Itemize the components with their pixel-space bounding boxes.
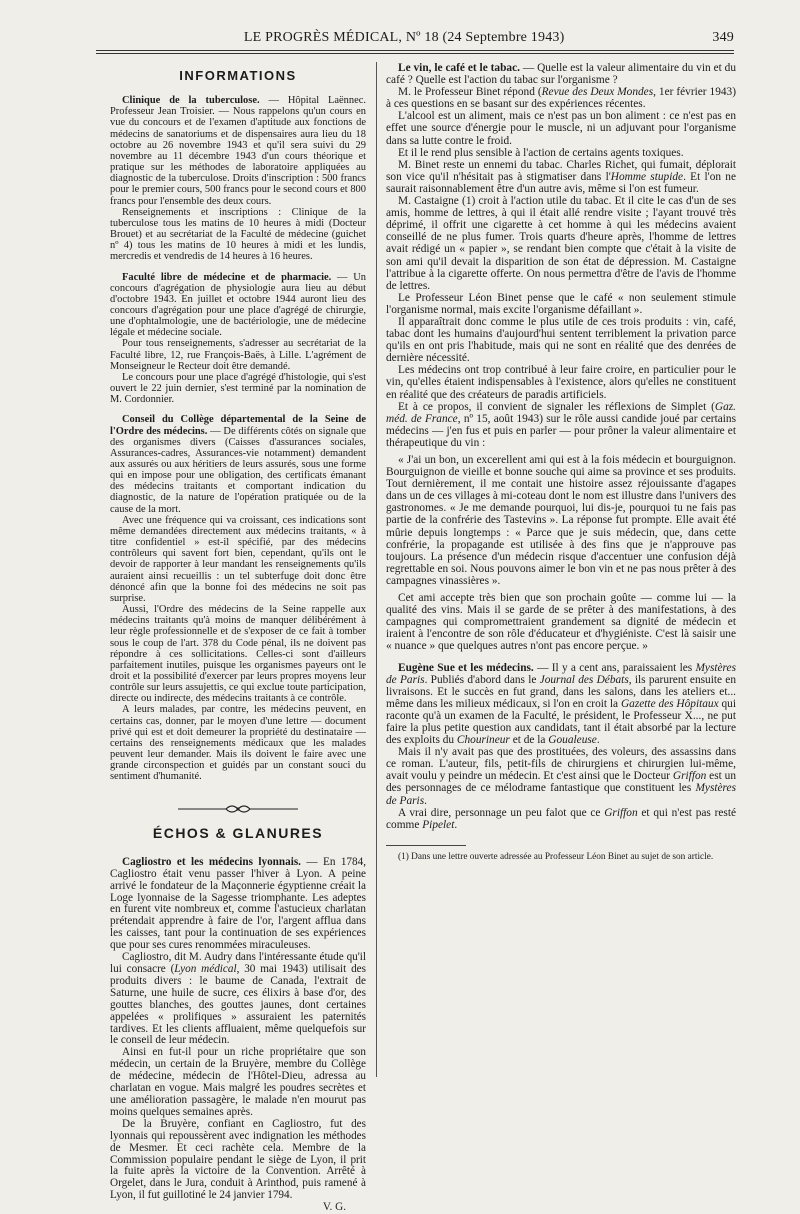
paragraph xyxy=(386,807,736,831)
text-run: est un des personnages de ce mélodrame fantastique que constituent les xyxy=(386,770,736,795)
text-run: , 30 mai 1943) utilisait des produits divers : le baume de Canada, l'extrait de Saturne, une huile de sucre, ces élixirs à base d'or, des gouttes blanches, des gouttes jaunes, dont certaines appelées « prolifiques » assuraient les paternités tardives. Et les clients affluaient, même quelquefois sur le conseil de leur médecin. xyxy=(110,963,366,1047)
paragraph xyxy=(386,401,736,449)
column-divider xyxy=(376,62,377,1077)
paragraph xyxy=(386,86,736,110)
article-cagliostro xyxy=(110,857,366,952)
paragraph: L'alcool est un aliment, mais ce n'est pas un bon aliment : ce n'est pas en effet une source d'énergie pour le muscle, ni un adjuvant pour l'organisme dans sa lutte contre le froid. xyxy=(386,110,736,147)
paragraph: Avec une fréquence qui va croissant, ces indications sont même demandées directement aux médecins traitants, « à titre confidentiel » est-il spécifié, par des médecins contrôleurs qui savent fort bien, cependant, qu'ils ont le devoir de rapporter à leur mandant les renseignements qu'ils auraient ainsi recueillis : un tel subterfuge doit donc être dénoncé afin que la bonne foi des médecins ne soit pas surprise. xyxy=(110,514,366,604)
text-run: — Il y a cent ans, paraissaient les xyxy=(533,661,696,674)
header-rule-double xyxy=(96,53,734,54)
paragraph: Cet ami accepte très bien que son prochain goûte — comme lui — la qualité des vins. Mais il se garde de se prêter à des manifestations, à des campagnes qui compromettraient grandement sa dignité de médecin et iraient à l'encontre de son rôle d'éducateur et d'hygiéniste. C'est là saisir une « nuance » que quelques autres n'ont pas encore perçue. » xyxy=(386,592,736,653)
article-text: — De différents côtés on signale que des organismes divers (Caisses d'assurances sociales, Assurances-cadres, Assurances-vie notamment) demandent aux assurés ou aux héritiers de leurs assurés, sous une forme qui en impose pour une obligation, des certificats émanant des médecins traitants et comportant indication du diagnostic, de la nature de l'opération pratiquée ou de la cause de la mort. xyxy=(110,425,366,515)
character-name: Pipelet xyxy=(422,818,455,831)
paragraph: Ainsi en fut-il pour un riche propriétaire que son médecin, un certain de la Bruyère, membre du Collège de médecine, médecin de l'Hôtel-Dieu, adressa au charlatan en vogue. Mais malgré les poudres secrètes et une amélioration passagère, le malade n'en mourut pas moins quelques semaines après. xyxy=(110,1046,366,1118)
paragraph: Pour tous renseignements, s'adresser au secrétariat de la Faculté libre, 12, rue François-Baës, à Lille. L'agrément de Monseigneur le Recteur doit être demandé. xyxy=(110,338,366,372)
paragraph xyxy=(386,746,736,806)
work-title: Homme stupide xyxy=(610,170,684,183)
paragraph: Les médecins ont trop contribué à leur faire croire, en particulier pour le vin, qu'elles étaient indispensables à l'existence, alors qu'elles ne constituent en réalité que des créateurs de paradis artificiels. xyxy=(386,364,736,401)
paragraph: Renseignements et inscriptions : Clinique de la tuberculose tous les matins de 10 heures à midi (Docteur Brouet) et au secrétariat de la Faculté de médecine (guichet nº 4) tous les matins de 10 heures à midi et les lundis, mercredis et vendredis de 14 heures à 16 heures. xyxy=(110,206,366,263)
article-clinique-tuberculose xyxy=(110,95,366,207)
article-lead: Le vin, le café et le tabac. xyxy=(398,62,520,74)
journal-name: Gazette des Hôpitaux xyxy=(620,697,719,710)
paragraph: A leurs malades, par contre, les médecins peuvent, en certains cas, donner, par le moyen d'une lettre — document privé qui est et doit demeurer la propriété du destinataire — certains des renseignements médicaux que les malades peuvent leur demander. Mais ils doivent le faire avec une grande circonspection et guidés par un constant souci du sentiment d'humanité. xyxy=(110,704,366,783)
paragraph xyxy=(110,952,366,1047)
footnote: (1) Dans une lettre ouverte adressée au Professeur Léon Binet au sujet de son article. xyxy=(398,851,714,862)
text-run: et de la xyxy=(509,734,549,747)
text-run: Mais il n'y avait pas que des prostituées, des voleurs, des assassins dans ce roman. L'auteur, fils, petit-fils de chirurgiens et chirurgien lui-même, avait voulu y peindre un médecin. Et c'est ainsi que le Docteur xyxy=(386,746,736,783)
character-name: Griffon xyxy=(672,770,707,783)
journal-name: Lyon médical xyxy=(174,963,237,975)
quotation: « J'ai un bon, un excerellent ami qui est à la fois médecin et bourguignon. Bourguignon de vieille et bonne souche qui aime sa province et ses produits. Tout dernièrement, il me contait une histoire assez réjouissante d'agapes dans un de ces villages à mi-coteau dont le nom est illustre dans l'univers des gastronomes. « Je me demande pourquoi, lui dis-je, pourquoi tu ne fais pas partie de la confrérie des Tastevins ». La réponse fut prompte. Elle avait été mûrie depuis longtemps : « Parce que je suis médecin, que, dans cette confrérie, la propagande est utilisée à des fins que je n'approuve pas toujours. La présence d'un médecin risque d'accentuer une confusion déjà regrettable en soi. Nous pouvons aimer le bon vin et ne pas nous prêter à des campagnes vinassières ». xyxy=(386,454,736,587)
text-run: . Et l'on ne saurait raisonnablement être d'un autre avis, même si l'on est fumeur. xyxy=(386,170,736,195)
work-title: Mystères de Paris xyxy=(386,661,736,686)
article-text: — Hôpital Laënnec. Professeur Jean Troisier. — Nous rappelons qu'un cours en vue du concours et de l'examen d'aptitude aux fonctions de médecins de sanatoriums et de dispensaires aura lieu du 18 octobre au 26 novembre 1943 et qu'il sera suivi du 29 novembre au 11 décembre 1943 d'un cours théorique et pratique sur les méthodes de laboratoire appliquées au diagnostic de la tuberculose. Droits d'inscription : 500 francs pour le premier cours, 500 francs pour le second cours et 800 francs pour l'ensemble des deux cours. xyxy=(110,95,366,207)
text-run: Cagliostro, dit M. Audry dans l'intéressante étude qu'il lui consacre ( xyxy=(110,951,366,975)
article-lead: Faculté libre de médecine et de pharmacie. xyxy=(122,271,332,283)
section-title-echos: ÉCHOS & GLANURES xyxy=(152,824,324,841)
journal-name: Journal des Débats xyxy=(539,673,629,686)
text-run: . xyxy=(596,734,600,747)
text-run: M. le Professeur Binet répond ( xyxy=(398,86,542,99)
paragraph: Le Professeur Léon Binet pense que le café « non seulement stimule l'organisme normal, mais excite l'organisme défaillant ». xyxy=(386,291,736,316)
text-run: . xyxy=(424,794,427,807)
paragraph: Aussi, l'Ordre des médecins de la Seine rappelle aux médecins traitants qu'à moins de manquer délibérément à leur règle professionnelle et de s'exposer de ce fait à tomber sous le coup de l'art. 378 du Code pénal, ils ne doivent pas répondre à ces sollicitations. Celles-ci sont d'ailleurs parfaitement inutiles, puisque les organismes payeurs ont le droit et la possibilité d'exercer par leurs propres moyens leur contrôle sur leurs assujettis, ce qui exclue toute participation, directe ou indirecte, des médecins traitants à ce contrôle. xyxy=(110,604,366,705)
article-lead: Cagliostro et les médecins lyonnais. xyxy=(122,855,301,868)
journal-name: Gaz. méd. de France xyxy=(386,400,736,425)
article-lead: Clinique de la tuberculose. xyxy=(122,95,260,107)
paragraph: Il apparaîtrait donc comme le plus utile de ces trois produits : vin, café, tabac dont les humains d'aujourd'hui sentent terriblement la privation parce qu'ils en ont pris l'habitude, mais qui ne sont en réalité que des denrées de dernière nécessité. xyxy=(386,315,736,365)
journal-name: Revue des Deux Mondes xyxy=(541,86,654,99)
paragraph: Le concours pour une place d'agrégé d'histologie, qui s'est ouvert le 22 juin dernier, s'est terminé par la nomination de M. Cordonnier. xyxy=(110,371,366,406)
section-title-informations: INFORMATIONS xyxy=(179,68,297,83)
character-name: Griffon xyxy=(604,806,638,819)
text-run: et qui n'est pas resté comme xyxy=(386,806,737,831)
header-rule xyxy=(96,50,734,51)
paragraph: De la Bruyère, confiant en Cagliostro, fut des lyonnais qui repoussèrent avec indignation les méthodes de Mesmer. Et ceci rachète cela. Membre de la Commission populaire pendant le siège de Lyon, il prit la fuite après la victoire de la Convention. Arrêté à Orgelet, dans le Jura, conduit à Arinthod, puis ramené à Lyon, il fut guillotiné le 24 janvier 1794. xyxy=(110,1117,366,1202)
article-faculte-libre xyxy=(110,272,366,339)
text-run: M. Binet reste un ennemi du tabac. Charles Richet, qui fumait, déplorait son vice qu'il n'hésitait pas à stigmatiser dans l' xyxy=(386,158,736,183)
text-run: Et à ce propos, il convient de signaler les réflexions de Simplet ( xyxy=(398,400,715,413)
article-vin-cafe-tabac xyxy=(386,62,736,86)
running-header xyxy=(96,30,734,48)
text-run: . xyxy=(454,818,458,831)
article-text: — Un concours d'agrégation de physiologie aura lieu au début d'octobre 1943. En juillet et octobre 1944 auront lieu des concours d'agrégation pour une place d'agrégé de chirurgie, une d'ophtalmologie, une de bactériologie, une de médecine légale et médecine sociale. xyxy=(110,271,366,339)
paragraph xyxy=(386,159,736,195)
header-title: LE PROGRÈS MÉDICAL, Nº 18 (24 Septembre 1943) xyxy=(243,30,565,45)
page-number: 349 xyxy=(712,30,734,45)
article-conseil-ordre xyxy=(110,414,366,514)
article-text: — Quelle est la valeur alimentaire du vin et du café ? Quelle est l'action du tabac sur l'organisme ? xyxy=(386,62,736,87)
footnote-rule xyxy=(386,845,466,846)
right-column xyxy=(386,62,736,862)
text-run: , nº 15, août 1943) sur le rôle aussi candide joué par certains médecins — j'en fus et puis en parler — pour prôner la valeur alimentaire et thérapeutique du vin : xyxy=(386,412,737,449)
text-run: qui raconte qu'à un examen de la Faculté, le président, le Professeur X..., ne put faire la plus petite question aux candidats, tant il était absorbé par la lecture des exploits du xyxy=(386,697,736,747)
ornament-divider xyxy=(110,803,366,818)
text-run: . Publiés d'abord dans le xyxy=(424,673,540,686)
article-lead: Conseil du Collège départemental de la Seine de l'Ordre des médecins. xyxy=(110,414,366,437)
text-run: A vrai dire, personnage un peu falot que ce xyxy=(398,806,605,819)
paragraph: M. Castaigne (1) croit à l'action utile du tabac. Et il cite le cas d'un de ses amis, homme de lettres, à qui il était allé rendre visite ; l'ayant trouvé très déprimé, il offrit une cigarette à cet homme à qui les médecins avaient conseillé de ne plus fumer. Trois quarts d'heure après, l'homme de lettres avait rédigé un « papier », se rendant bien compte que c'était à la visite de son ami qu'il devait la disparition de son état de dépression. M. Castaigne l'attribue à la cigarette offerte. On nous permettra d'être de l'avis de l'homme de lettres. xyxy=(386,195,736,292)
article-text: — En 1784, Cagliostro était venu passer l'hiver à Lyon. A peine arrivé le fondateur de la Maçonnerie égyptienne créait la Loge lyonnaise de la Sagesse triomphante. Les adeptes en furent vite nombreux et, comme l'astucieux charlatan prétendait apprendre à faire de l'or, l'argent afflua dans les caisses, tant pour la continuation de ses expériences que pour ses cures renommées miraculeuses. xyxy=(110,855,366,952)
article-eugene-sue xyxy=(386,662,736,747)
character-name: Goualeuse xyxy=(548,734,597,747)
paragraph: Et il le rend plus sensible à l'action de certains agents toxiques. xyxy=(398,146,684,159)
article-lead: Eugène Sue et les médecins. xyxy=(398,661,534,674)
text-run: , 1er février 1943) à ces questions en se basant sur des expériences récentes. xyxy=(386,86,737,111)
text-run: , ils parurent ensuite en livraisons. Et le succès en fut grand, dans les salons, dans les ateliers et... même dans les milieux médicaux, si l'on en croit la xyxy=(386,673,737,710)
character-name: Chourineur xyxy=(456,734,510,747)
signature: V. G. xyxy=(322,1201,346,1214)
left-column xyxy=(110,62,366,1214)
work-title: Mystères de Paris xyxy=(386,782,736,807)
